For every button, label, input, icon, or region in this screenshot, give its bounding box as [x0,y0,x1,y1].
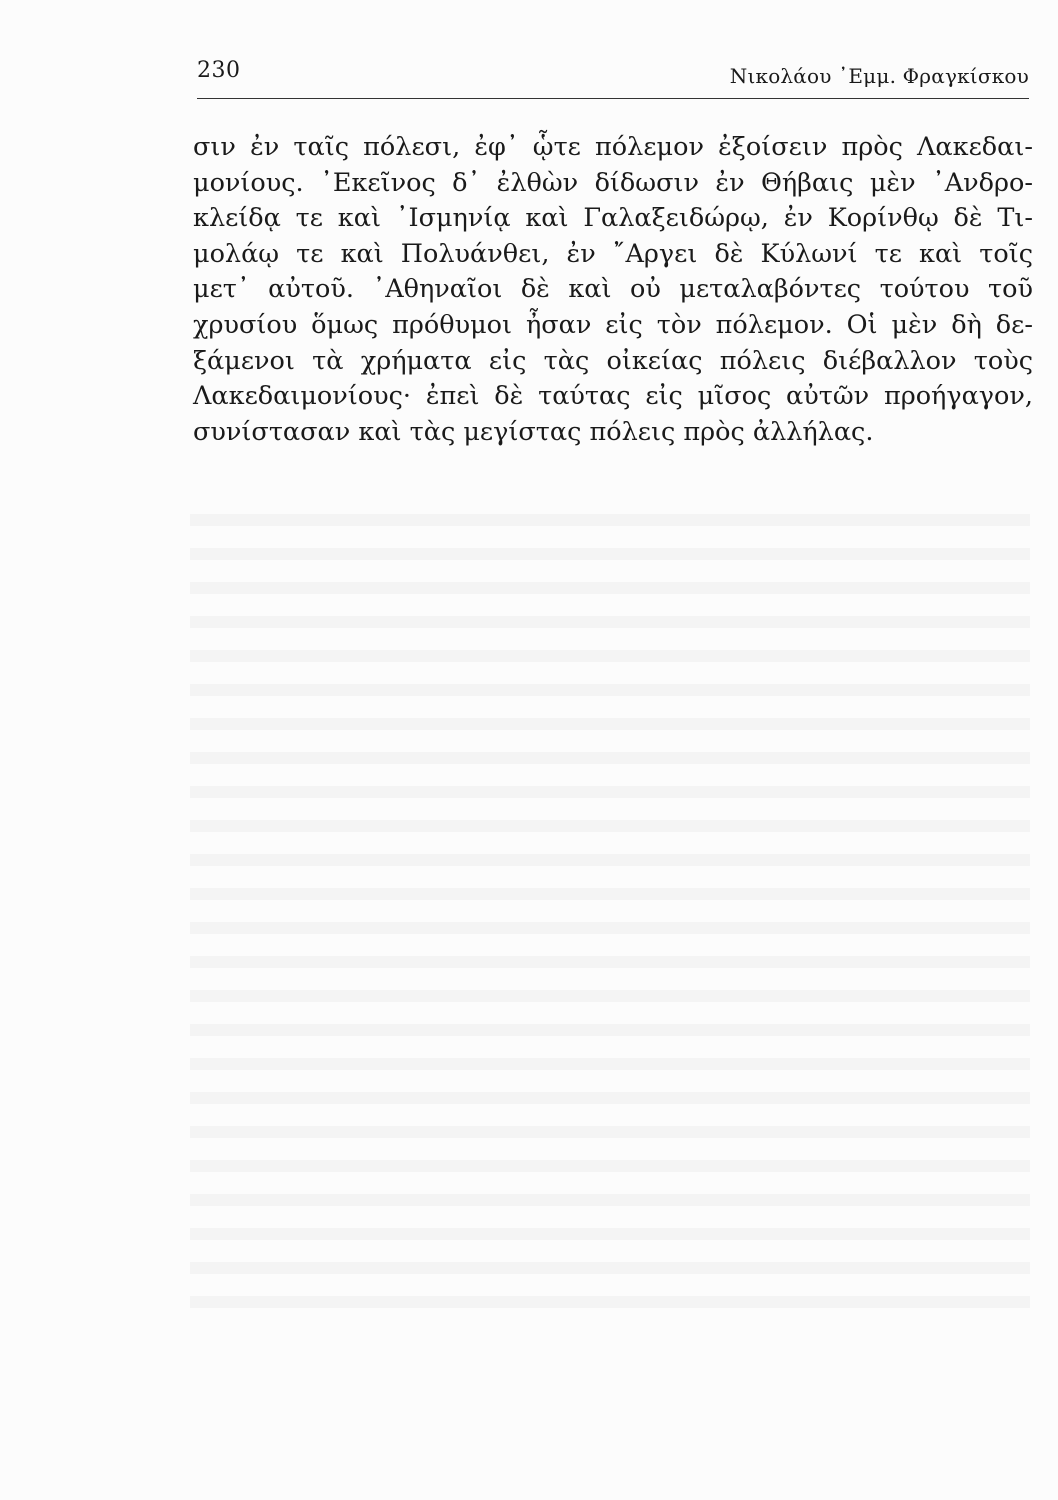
text-line: μετ᾽ αὐτοῦ. ᾽Αθηναῖοι δὲ καὶ οὐ μεταλαβόντες τούτου τοῦ [193,274,1033,305]
text-line: συνίστασαν καὶ τὰς μεγίστας πόλεις πρὸς ἀλλήλας. [193,416,874,447]
text-line: μονίους. ᾽Εκεῖνος δ᾽ ἐλθὼν δίδωσιν ἐν Θήβαις μὲν ᾽Ανδρο- [193,167,1033,198]
page-header [197,58,1029,94]
text-line: σιν ἐν ταῖς πόλεσι, ἐφ᾽ ᾧτε πόλεμον ἐξοίσειν πρὸς Λακεδαι- [193,132,1033,162]
text-line: μολάῳ τε καὶ Πολυάνθει, ἐν ῎Αργει δὲ Κύλωνί τε καὶ τοῖς [193,238,1033,269]
text-line: Λακεδαιμονίους· ἐπεὶ δὲ ταύτας εἰς μῖσος αὐτῶν προήγαγον, [193,381,1033,412]
show-through-background [190,500,1030,1330]
text-line: κλείδᾳ τε καὶ ᾽Ισμηνίᾳ καὶ Γαλαξειδώρῳ, ἐν Κορίνθῳ δὲ Τι- [193,203,1033,234]
text-line: ξάμενοι τὰ χρήματα εἰς τὰς οἰκείας πόλεις διέβαλλον τοὺς [193,345,1033,376]
text-line: χρυσίου ὅμως πρόθυμοι ἦσαν εἰς τὸν πόλεμον. Οἱ μὲν δὴ δε- [193,309,1033,340]
header-rule [197,98,1029,99]
page-number: 230 [197,58,241,83]
running-head: Νικολάου ᾽Εμμ. Φραγκίσκου [729,64,1029,88]
body-paragraph [193,130,1033,450]
